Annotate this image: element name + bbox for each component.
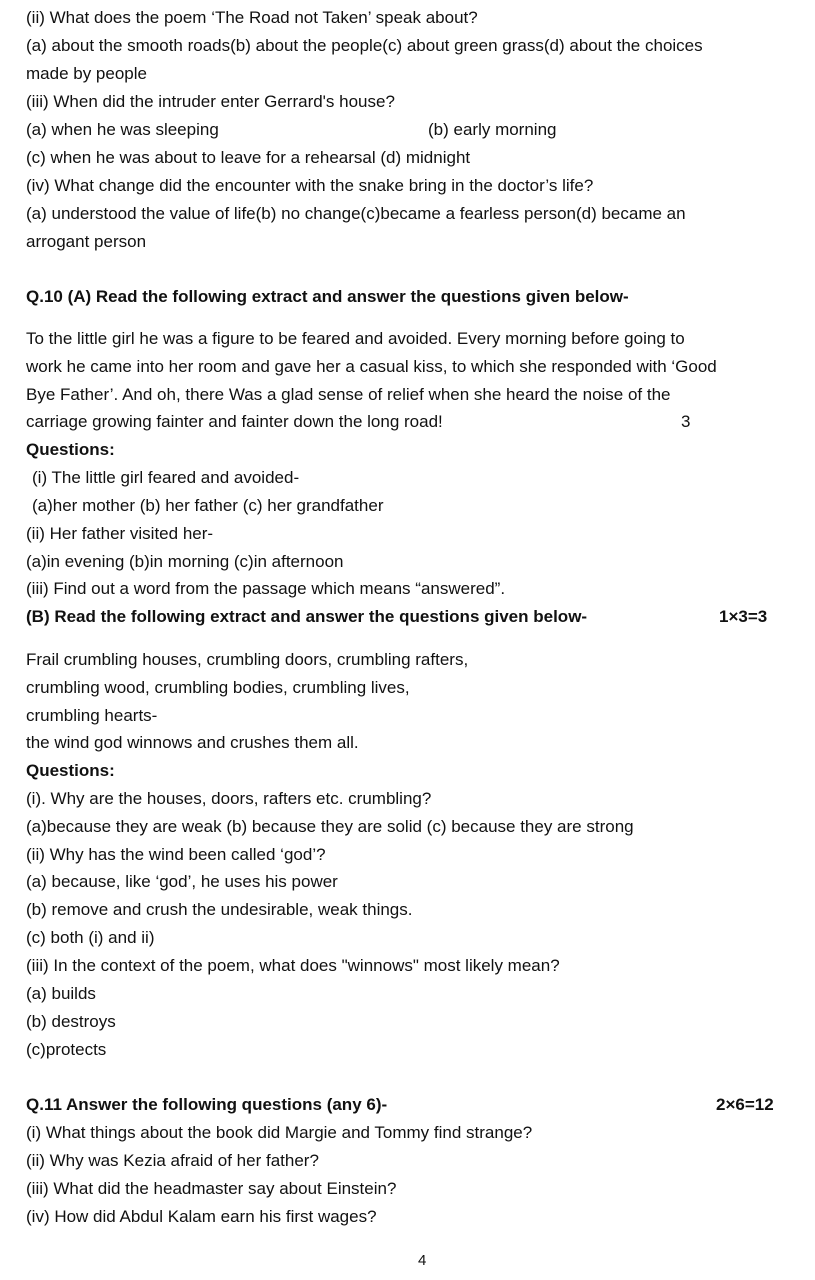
questions-label: Questions: — [26, 440, 115, 459]
q11-heading: Q.11 Answer the following questions (any 6)- — [26, 1095, 388, 1114]
option-line: arrogant person — [26, 232, 147, 251]
passage-line: carriage growing fainter and fainter down the long road! — [26, 412, 443, 431]
option-line: (a)her mother (b) her father (c) her grandfather — [32, 496, 384, 515]
passage-line: work he came into her room and gave her a casual kiss, to which she responded with ‘Good — [26, 357, 717, 376]
option-line: (a) because, like ‘god’, he uses his power — [26, 872, 338, 891]
poem-line: the wind god winnows and crushes them all. — [26, 733, 359, 752]
marks-label: 1×3=3 — [719, 607, 768, 626]
option-line: (c)protects — [26, 1040, 107, 1059]
question-line: (ii) Her father visited her- — [26, 524, 214, 543]
question-line: (ii) What does the poem ‘The Road not Taken’ speak about? — [26, 8, 478, 27]
poem-line: Frail crumbling houses, crumbling doors, crumbling rafters, — [26, 650, 469, 669]
option-line: (b) destroys — [26, 1012, 116, 1031]
question-line: (i) What things about the book did Margie and Tommy find strange? — [26, 1123, 533, 1142]
passage-line: To the little girl he was a figure to be feared and avoided. Every morning before going to — [26, 329, 685, 348]
option-line: (a) when he was sleeping — [26, 120, 219, 139]
question-line: (ii) Why has the wind been called ‘god’? — [26, 845, 326, 864]
option-line: (a) understood the value of life(b) no change(c)became a fearless person(d) became an — [26, 204, 686, 223]
option-line: (a)because they are weak (b) because they are solid (c) because they are strong — [26, 817, 634, 836]
option-line: made by people — [26, 64, 147, 83]
option-line: (c) when he was about to leave for a rehearsal (d) midnight — [26, 148, 471, 167]
question-line: (iii) In the context of the poem, what does "winnows" most likely mean? — [26, 956, 560, 975]
passage-line: Bye Father’. And oh, there Was a glad sense of relief when she heard the noise of the — [26, 385, 671, 404]
q10b-heading: (B) Read the following extract and answer the questions given below- — [26, 607, 588, 626]
question-line: (iii) Find out a word from the passage which means “answered”. — [26, 579, 506, 598]
option-line: (a) about the smooth roads(b) about the people(c) about green grass(d) about the choices — [26, 36, 703, 55]
question-line: (i) The little girl feared and avoided- — [32, 468, 300, 487]
question-line: (ii) Why was Kezia afraid of her father? — [26, 1151, 319, 1170]
question-line: (iii) When did the intruder enter Gerrard's house? — [26, 92, 395, 111]
marks-label: 2×6=12 — [716, 1095, 774, 1114]
option-line: (b) early morning — [428, 120, 557, 139]
option-line: (a) builds — [26, 984, 96, 1003]
question-line: (iv) How did Abdul Kalam earn his first wages? — [26, 1207, 377, 1226]
poem-line: crumbling hearts- — [26, 706, 158, 725]
question-line: (i). Why are the houses, doors, rafters etc. crumbling? — [26, 789, 432, 808]
questions-label: Questions: — [26, 761, 115, 780]
question-line: (iii) What did the headmaster say about Einstein? — [26, 1179, 397, 1198]
marks-label: 3 — [681, 412, 691, 431]
q10-heading: Q.10 (A) Read the following extract and answer the questions given below- — [26, 287, 629, 306]
page-number: 4 — [418, 1252, 427, 1269]
option-line: (a)in evening (b)in morning (c)in afternoon — [26, 552, 344, 571]
option-line: (c) both (i) and ii) — [26, 928, 155, 947]
question-line: (iv) What change did the encounter with the snake bring in the doctor’s life? — [26, 176, 594, 195]
poem-line: crumbling wood, crumbling bodies, crumbling lives, — [26, 678, 410, 697]
option-line: (b) remove and crush the undesirable, weak things. — [26, 900, 413, 919]
